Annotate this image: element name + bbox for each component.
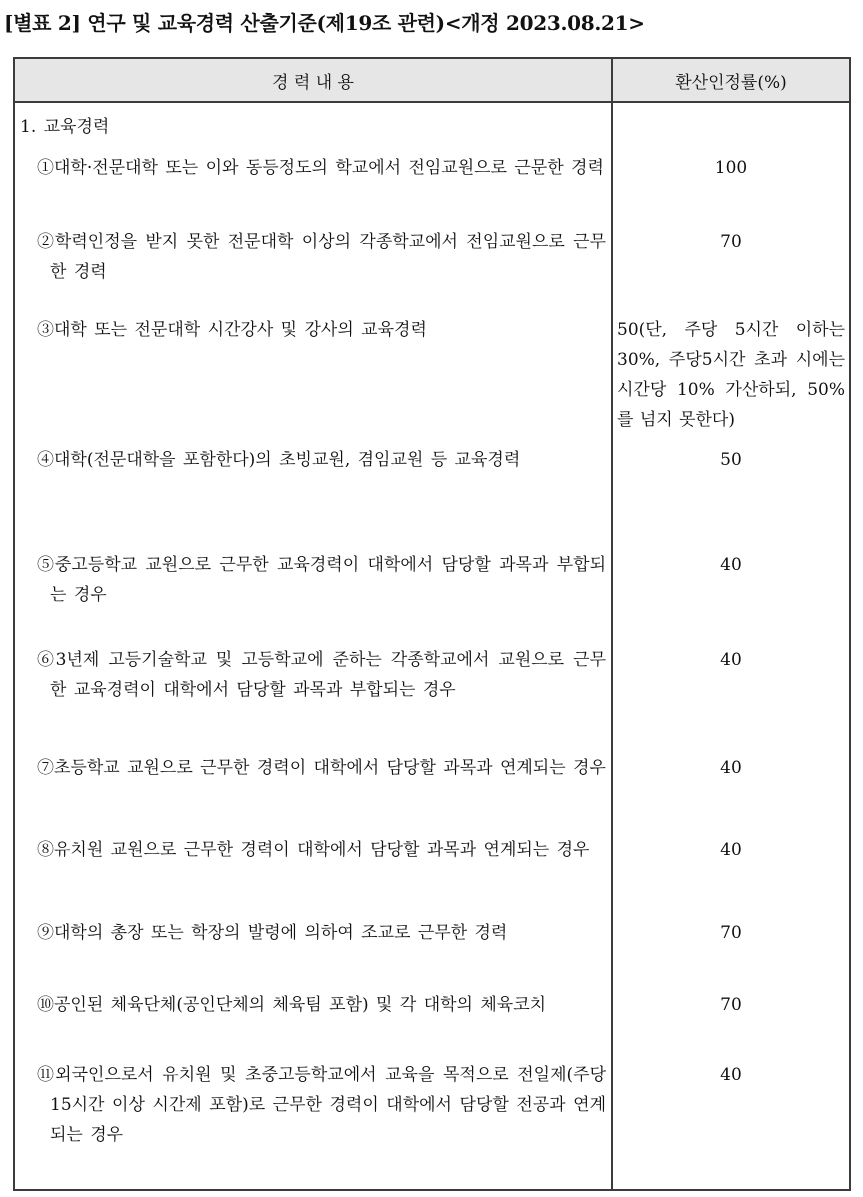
table-row [15, 744, 849, 826]
career-content-cell: ⑨대학의 총장 또는 학장의 발령에 의하여 조교로 근무한 경력 [37, 923, 508, 943]
header-conversion-rate: 환산인정률(%) [611, 59, 849, 101]
conversion-rate-cell: 100 [714, 158, 748, 178]
section-row [15, 103, 849, 144]
career-content-cell: ⑩공인된 체육단체(공인단체의 체육팀 포함) 및 각 대학의 체육코치 [37, 995, 547, 1015]
table-row [15, 218, 849, 306]
career-content-cell: ④대학(전문대학을 포함한다)의 초빙교원, 겸임교원 등 교육경력 [37, 450, 521, 470]
page-title: [별표 2] 연구 및 교육경력 산출기준(제19조 관련)<개정 2023.08.21> [4, 11, 645, 35]
table-row [15, 144, 849, 218]
table-row [15, 306, 849, 436]
career-content-cell: ⑪외국인으로서 유치원 및 초중고등학교에서 교육을 목적으로 전일제(주당 15시간 이상 시간제 포함)로 근무한 경력이 대학에서 담당할 전공과 연계되는 경우 [37, 1065, 606, 1145]
table-row [15, 1051, 849, 1189]
career-content-cell: ③대학 또는 전문대학 시간강사 및 강사의 교육경력 [37, 320, 427, 340]
career-content-cell: ⑥3년제 고등기술학교 및 고등학교에 준하는 각종학교에서 교원으로 근무한 교육경력이 대학에서 담당할 과목과 부합되는 경우 [37, 650, 606, 700]
conversion-rate-cell: 70 [720, 232, 742, 252]
table-row [15, 981, 849, 1051]
career-content-cell: ②학력인정을 받지 못한 전문대학 이상의 각종학교에서 전임교원으로 근무한 경력 [37, 232, 606, 282]
table-row [15, 436, 849, 541]
section-label: 1. 교육경력 [20, 117, 110, 137]
career-content-cell: ⑦초등학교 교원으로 근무한 경력이 대학에서 담당할 과목과 연계되는 경우 [37, 758, 606, 778]
table-body [15, 103, 849, 1189]
conversion-rate-cell: 40 [720, 650, 742, 670]
career-content-cell: ⑧유치원 교원으로 근무한 경력이 대학에서 담당할 과목과 연계되는 경우 [37, 840, 590, 860]
conversion-rate-cell: 50(단, 주당 5시간 이하는 30%, 주당5시간 초과 시에는 시간당 10% 가산하되, 50%를 넘지 못한다) [617, 320, 845, 430]
career-content-cell: ①대학·전문대학 또는 이와 동등정도의 학교에서 전임교원으로 근문한 경력 [37, 158, 604, 178]
table-header-row [15, 59, 849, 103]
conversion-rate-cell: 70 [720, 995, 742, 1015]
conversion-rate-cell: 40 [720, 840, 742, 860]
career-content-cell: ⑤중고등학교 교원으로 근무한 교육경력이 대학에서 담당할 과목과 부합되는 경우 [37, 555, 606, 605]
table-row [15, 826, 849, 909]
conversion-rate-cell: 50 [720, 450, 742, 470]
header-career-content: 경 력 내 용 [272, 72, 354, 93]
table-row [15, 541, 849, 636]
conversion-rate-cell: 40 [720, 555, 742, 575]
table-row [15, 909, 849, 981]
conversion-rate-cell: 40 [720, 1065, 742, 1085]
conversion-rate-cell: 40 [720, 758, 742, 778]
table-row [15, 636, 849, 744]
career-criteria-table [13, 57, 851, 1191]
conversion-rate-cell: 70 [720, 923, 742, 943]
